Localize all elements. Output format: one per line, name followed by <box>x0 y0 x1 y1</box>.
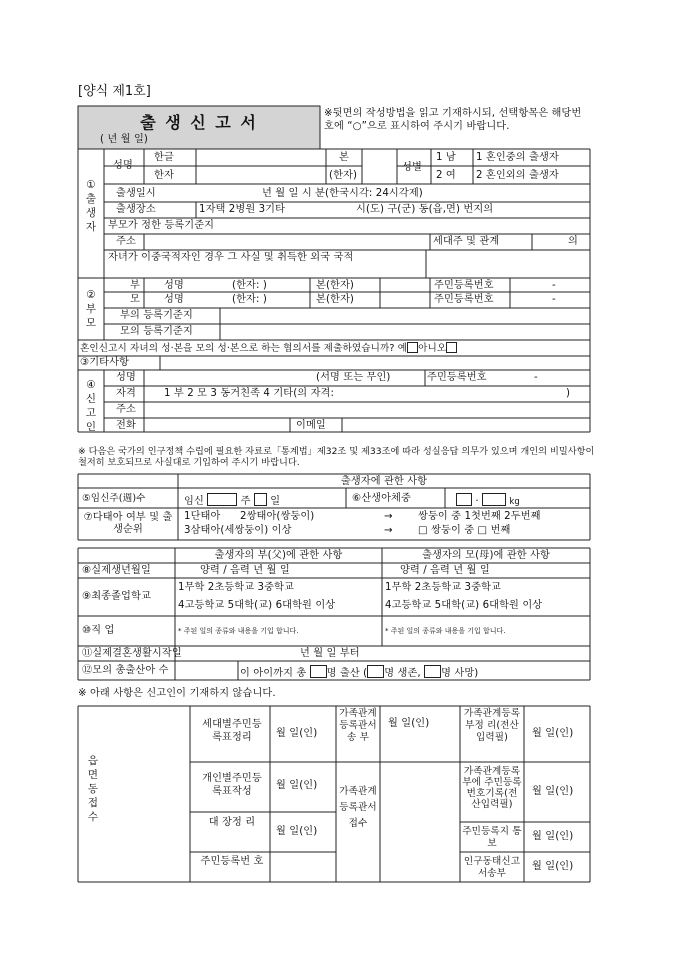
birth-time-label: 출생일시 <box>116 188 156 199</box>
family-office-date[interactable]: 월 일(인) <box>388 718 430 729</box>
other-matters-label: ③기타사항 <box>80 357 129 368</box>
instructions-note: ※뒷면의 작성방법을 읽고 기재하시되, 선택항목은 해당번호에 “○”으로 표시하여 주시기 바랍니다. <box>324 108 582 132</box>
mother-dob-field[interactable]: 양력 / 음력 년 월 일 <box>400 565 490 576</box>
bon-hanja-label: (한자) <box>329 170 358 181</box>
sex-male-option[interactable]: 1 남 <box>436 152 456 163</box>
family-record-date[interactable]: 월 일(인) <box>532 728 574 739</box>
father-dob-field[interactable]: 양력 / 음력 년 월 일 <box>200 565 290 576</box>
father-rrn-label: 주민등록번호 <box>434 280 494 291</box>
agreement-text: 혼인신고시 자녀의 성·본을 모의 성·본으로 하는 협의서를 제출하였습니까? 예 <box>80 343 408 354</box>
pregnancy-text: 임신 <box>184 496 204 507</box>
multiple-birth-label: ⑦다태아 여부 및 출생순위 <box>83 512 173 535</box>
agreement-yes-checkbox[interactable] <box>407 342 418 353</box>
weeks-unit: 주 <box>240 496 251 507</box>
birth-region-field[interactable]: 시(도) 구(군) 동(읍,면) 번지의 <box>356 204 494 215</box>
birth-place-label: 출생장소 <box>116 204 156 215</box>
births-alive-box[interactable] <box>367 665 384 678</box>
reporter-rrn-field[interactable]: - <box>534 372 538 383</box>
mother-rrn-field[interactable]: - <box>552 294 556 305</box>
agreement-no-label: 아니오 <box>418 343 447 354</box>
rrn-record-label: 가족관계등록부에 주민등록번호기록(전산입력필) <box>462 766 522 810</box>
births-total-box[interactable] <box>310 665 327 678</box>
mother-bon-label: 본(한자) <box>316 294 354 305</box>
cohabitation-start-field[interactable]: 년 월 일 부터 <box>300 648 360 659</box>
reporter-section-label: ④신고인 <box>85 379 97 433</box>
father-education-row1[interactable]: 1무학 2초등학교 3중학교 <box>178 582 294 593</box>
births-text-alive: 명 생존, <box>384 668 421 679</box>
ledger-label: 대 장정 리 <box>208 817 256 828</box>
father-stats-header: 출생자의 부(父)에 관한 사항 <box>214 550 343 561</box>
vital-report-label: 인구동태신고서송부 <box>463 856 521 879</box>
weight-decimal-box[interactable] <box>482 493 506 506</box>
reporter-phone-label: 전화 <box>116 420 136 431</box>
pregnancy-days-box[interactable] <box>254 493 267 506</box>
total-births-label: ⑫모의 총출산아 수 <box>82 665 169 676</box>
births-text-total: 이 아이까지 총 <box>240 668 307 679</box>
occupation-label: ⑩직 업 <box>82 625 115 636</box>
pregnancy-field[interactable] <box>184 493 280 508</box>
father-education-row2[interactable]: 4고등학교 5대학(교) 6대학원 이상 <box>178 600 336 611</box>
birth-time-field[interactable]: 년 월 일 시 분(한국시각: 24시각제) <box>262 188 423 199</box>
total-births-field[interactable] <box>240 665 478 680</box>
office-section-label: 읍면동접수 <box>87 755 99 823</box>
birth-place-options[interactable]: 1자택 2병원 3기타 <box>199 204 286 215</box>
triplet-option[interactable]: 3삼태아(세쌍둥이) 이상 <box>184 525 292 536</box>
father-bon-label: 본(한자) <box>316 280 354 291</box>
hanja-label: 한자 <box>154 170 174 181</box>
personal-registry-label: 개인별주민등록표작성 <box>202 773 262 797</box>
hangul-label: 한글 <box>154 152 174 163</box>
rrn-record-date[interactable]: 월 일(인) <box>532 786 574 797</box>
qualification-close-paren: ) <box>566 388 571 399</box>
in-marriage-option[interactable]: 1 혼인중의 출생자 <box>476 152 559 163</box>
agreement-question[interactable] <box>80 342 457 355</box>
bon-label: 본 <box>339 152 349 163</box>
birth-weight-label: ⑥산생아체중 <box>352 493 411 504</box>
reporter-signature-field[interactable]: (서명 또는 무인) <box>316 372 391 383</box>
ledger-date[interactable]: 월 일(인) <box>276 826 318 837</box>
reporter-qualification-options[interactable]: 1 부 2 모 3 동거친족 4 기타(의 자격: <box>164 388 334 399</box>
mother-education-row2[interactable]: 4고등학교 5대학(교) 6대학원 이상 <box>385 600 543 611</box>
family-office-send-label: 가족관계등록관서송 부 <box>339 708 377 743</box>
child-name-hanja-field[interactable] <box>197 167 325 183</box>
dual-nationality-label: 자녀가 이중국적자인 경우 그 사실 및 취득한 외국 국적 <box>108 252 354 263</box>
vital-report-date[interactable]: 월 일(인) <box>532 861 574 872</box>
report-date-line[interactable]: ( 년 월 일) <box>100 134 148 145</box>
single-birth-option[interactable]: 1단태아 <box>184 511 221 522</box>
father-rrn-field[interactable]: - <box>552 280 556 291</box>
twin-arrow: → <box>384 511 393 522</box>
child-address-label: 주소 <box>116 236 136 247</box>
agreement-no-checkbox[interactable] <box>446 342 457 353</box>
father-hanja-field[interactable]: (한자: ) <box>232 280 267 291</box>
household-registry-label: 세대별주민등록표정리 <box>202 719 262 743</box>
residence-notice-date[interactable]: 월 일(인) <box>532 831 574 842</box>
birth-weight-field[interactable] <box>456 493 520 508</box>
triplet-arrow: → <box>384 525 393 536</box>
father-label: 부 <box>130 280 140 291</box>
child-stats-header: 출생자에 관한 사항 <box>340 476 428 487</box>
mother-registry-label: 모의 등록기준지 <box>120 326 193 337</box>
triplet-order-options[interactable]: □ 쌍둥이 중 □ 번째 <box>418 525 511 536</box>
mother-label: 모 <box>130 294 140 305</box>
births-dead-box[interactable] <box>424 665 441 678</box>
mother-name-label: 성명 <box>164 294 184 305</box>
weight-unit: kg <box>509 497 520 507</box>
father-name-label: 성명 <box>164 280 184 291</box>
twin-order-options[interactable]: 쌍둥이 중 1첫번째 2두번째 <box>418 511 541 522</box>
births-text-birth: 명 출산 ( <box>326 668 368 679</box>
form-number-label: [양식 제1호] <box>78 84 151 99</box>
education-label: ⑨최종졸업학교 <box>82 591 151 602</box>
family-record-label: 가족관계등록부정 리(전산입력필) <box>463 708 521 743</box>
father-occupation-note[interactable]: * 주된 일의 종류와 내용을 기입 합니다. <box>178 627 299 635</box>
weight-kg-box[interactable] <box>456 493 472 506</box>
child-name-label: 성명 <box>113 160 133 171</box>
actual-dob-label: ⑧실제생년월일 <box>82 565 151 576</box>
form-title: 출 생 신 고 서 <box>140 113 258 132</box>
reporter-qualification-label: 자격 <box>116 388 136 399</box>
reporter-name-label: 성명 <box>116 372 136 383</box>
cohabitation-start-label: ⑪실제결혼생활시작일 <box>82 648 182 659</box>
days-unit: 일 <box>270 496 281 507</box>
parents-section-label: ②부모 <box>85 289 97 329</box>
sex-female-option[interactable]: 2 여 <box>436 170 456 181</box>
resident-number-label: 주민등록번 호 <box>200 856 264 867</box>
mother-rrn-label: 주민등록번호 <box>434 294 494 305</box>
office-only-note: ※ 아래 사항은 신고인이 기재하지 않습니다. <box>78 688 276 699</box>
householder-label: 세대주 및 관계 <box>433 236 500 247</box>
out-marriage-option[interactable]: 2 혼인외의 출생자 <box>476 170 559 181</box>
twin-option[interactable]: 2쌍태아(쌍둥이) <box>240 511 315 522</box>
pregnancy-weeks-label: ⑤임신주(週)수 <box>82 493 146 504</box>
pregnancy-weeks-box[interactable] <box>207 493 237 506</box>
reporter-address-label: 주소 <box>116 404 136 415</box>
personal-date[interactable]: 월 일(인) <box>276 780 318 791</box>
mother-occupation-note[interactable]: * 주된 일의 종류와 내용을 기입 합니다. <box>385 627 506 635</box>
family-office-receive-label: 가족관계등록관서접수 <box>339 786 377 829</box>
mother-hanja-field[interactable]: (한자: ) <box>232 294 267 305</box>
reporter-email-label: 이메일 <box>296 420 326 431</box>
mother-education-row1[interactable]: 1무학 2초등학교 3중학교 <box>385 582 501 593</box>
sex-label: 성별 <box>402 162 422 173</box>
father-registry-label: 부의 등록기준지 <box>120 310 193 321</box>
child-section-label: ①출생자 <box>85 179 97 233</box>
parents-registry-label: 부모가 정한 등록기준지 <box>108 220 215 231</box>
mother-stats-header: 출생자의 모(母)에 관한 사항 <box>422 550 550 561</box>
child-name-hangul-field[interactable] <box>197 150 325 165</box>
reporter-rrn-label: 주민등록번호 <box>427 372 487 383</box>
household-date[interactable]: 월 일(인) <box>276 728 318 739</box>
householder-of-label: 의 <box>568 236 578 247</box>
residence-notice-label: 주민등록지 통보 <box>462 826 522 849</box>
weight-dot: · <box>475 496 479 507</box>
statistics-notice: ※ 다음은 국가의 인구정책 수립에 필요한 자료로「통계법」제32조 및 제33조에 따라 성실응답 의무가 있으며 개인의 비밀사항이 철저히 보호되므로 사실대로 기입하여 주시기 바랍니다. <box>78 446 595 468</box>
births-text-dead: 명 사망) <box>441 668 479 679</box>
